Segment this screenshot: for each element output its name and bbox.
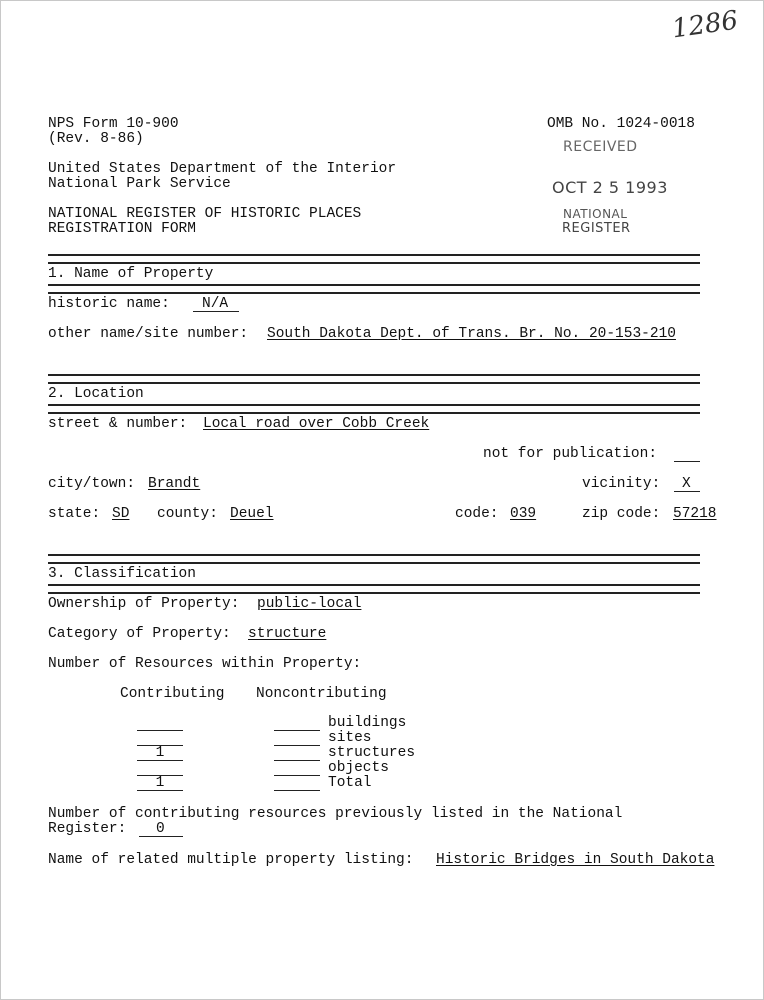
category-label: Category of Property: (48, 626, 231, 642)
resource-label: objects (328, 760, 389, 776)
ownership-label: Ownership of Property: (48, 596, 240, 612)
service-name: National Park Service (48, 176, 231, 192)
section-rule (48, 284, 700, 294)
section-rule (48, 584, 700, 594)
contributing-header: Contributing (120, 686, 225, 702)
noncontributing-blank (274, 775, 320, 776)
form-revision: (Rev. 8-86) (48, 131, 144, 147)
form-number: NPS Form 10-900 (48, 116, 179, 132)
ownership-value: public-local (257, 596, 362, 612)
zip-value: 57218 (673, 506, 717, 522)
county-value: Deuel (230, 506, 274, 522)
register-title: NATIONAL REGISTER OF HISTORIC PLACES (48, 206, 362, 222)
contributing-blank (137, 730, 183, 731)
state-value: SD (112, 506, 130, 522)
code-label: code: (455, 506, 499, 522)
department-name: United States Department of the Interior (48, 161, 397, 177)
historic-name-label: historic name: (48, 296, 170, 312)
noncontributing-blank (274, 745, 320, 746)
section-3-heading: 3. Classification (48, 566, 196, 582)
stamp-register: REGISTER (562, 221, 631, 236)
noncontributing-blank (274, 760, 320, 761)
other-name-label: other name/site number: (48, 326, 249, 342)
stamp-date: OCT 2 5 1993 (552, 178, 668, 197)
omb-number: OMB No. 1024-0018 (547, 116, 695, 132)
contributing-count: 1 (155, 775, 165, 791)
noncontributing-header: Noncontributing (256, 686, 387, 702)
stamp-national: NATIONAL (563, 207, 628, 221)
section-rule (48, 374, 700, 384)
section-rule (48, 254, 700, 264)
form-title: REGISTRATION FORM (48, 221, 196, 237)
resource-label: structures (328, 745, 416, 761)
county-label: county: (157, 506, 218, 522)
not-for-publication-label: not for publication: (483, 446, 658, 462)
city-value: Brandt (148, 476, 201, 492)
previously-listed-label: Register: (48, 821, 127, 837)
zip-label: zip code: (582, 506, 661, 522)
section-1-heading: 1. Name of Property (48, 266, 214, 282)
stamp-received: RECEIVED (563, 139, 638, 155)
resource-label: sites (328, 730, 372, 746)
section-rule (48, 554, 700, 564)
historic-name-value: N/A (202, 296, 229, 312)
mpl-value: Historic Bridges in South Dakota (436, 852, 715, 868)
section-rule (48, 404, 700, 414)
noncontributing-blank (274, 730, 320, 731)
mpl-label: Name of related multiple property listing: (48, 852, 414, 868)
other-name-value: South Dakota Dept. of Trans. Br. No. 20-153-210 (267, 326, 676, 342)
category-value: structure (248, 626, 327, 642)
noncontributing-blank (274, 790, 320, 791)
street-value: Local road over Cobb Creek (203, 416, 430, 432)
vicinity-label: vicinity: (582, 476, 661, 492)
contributing-count: 1 (155, 745, 165, 761)
resource-label: Total (328, 775, 372, 791)
city-label: city/town: (48, 476, 136, 492)
not-for-publication-line (674, 461, 700, 462)
handwritten-number: 1286 (670, 5, 740, 45)
street-label: street & number: (48, 416, 188, 432)
previously-listed-text: Number of contributing resources previously listed in the National (48, 806, 623, 822)
state-label: state: (48, 506, 101, 522)
section-2-heading: 2. Location (48, 386, 144, 402)
vicinity-value: X (682, 476, 691, 492)
resources-label: Number of Resources within Property: (48, 656, 362, 672)
resource-label: buildings (328, 715, 407, 731)
code-value: 039 (510, 506, 537, 522)
previously-listed-value: 0 (156, 821, 165, 837)
